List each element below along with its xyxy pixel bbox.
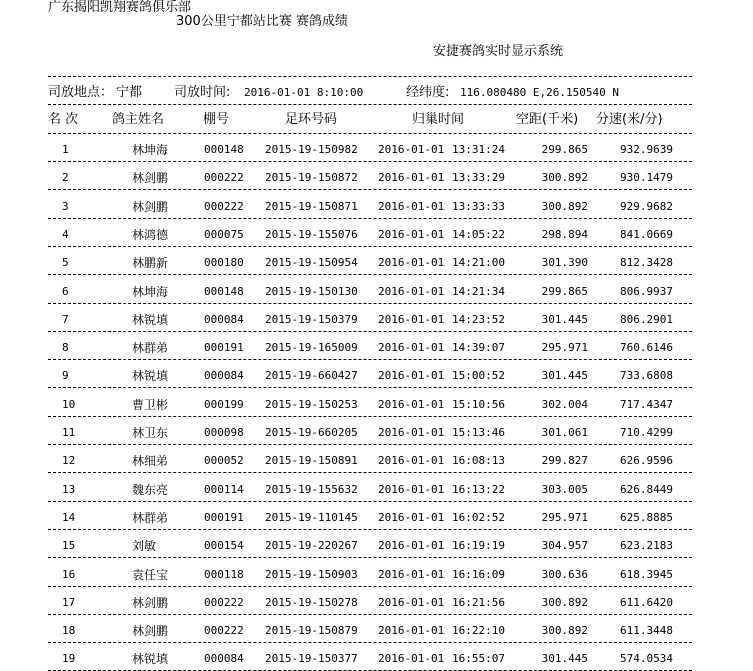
speed-cell: 710.4299 (620, 426, 673, 439)
row-divider (48, 331, 692, 332)
row-divider (48, 586, 692, 587)
column-header-arrival: 归巢时间 (412, 112, 465, 127)
rank-cell: 12 (62, 454, 76, 467)
time-cell: 14:05:22 (452, 228, 505, 241)
ring-cell: 2015-19-150871 (265, 200, 358, 213)
row-divider (48, 642, 692, 643)
race-title: 300公里宁都站比赛 赛鸽成绩 (176, 14, 348, 29)
loft-cell: 000084 (204, 313, 244, 326)
row-divider (48, 359, 692, 360)
date-cell: 2016-01-01 (378, 143, 445, 156)
time-cell: 16:13:22 (452, 483, 505, 496)
ring-cell: 2015-19-660205 (265, 426, 358, 439)
rank-cell: 1 (62, 143, 69, 156)
column-header-ring: 足环号码 (285, 112, 338, 127)
loft-cell: 000154 (204, 539, 244, 552)
row-divider (48, 274, 692, 275)
column-header-rank: 名 次 (48, 112, 79, 127)
time-cell: 13:33:29 (452, 171, 505, 184)
ring-cell: 2015-19-155076 (265, 228, 358, 241)
loft-cell: 000222 (204, 596, 244, 609)
loft-cell: 000118 (204, 568, 244, 581)
row-divider (48, 444, 692, 445)
rank-cell: 6 (62, 285, 69, 298)
ring-cell: 2015-19-660427 (265, 369, 358, 382)
column-header-loft: 棚号 (203, 112, 230, 127)
loft-cell: 000222 (204, 171, 244, 184)
row-divider (48, 189, 692, 190)
row-divider (48, 246, 692, 247)
owner-cell: 林锐填 (132, 652, 169, 666)
date-cell: 2016-01-01 (378, 511, 445, 524)
rank-cell: 2 (62, 171, 69, 184)
time-cell: 16:19:19 (452, 539, 505, 552)
distance-cell: 300.892 (541, 171, 588, 184)
time-cell: 15:13:46 (452, 426, 505, 439)
speed-cell: 574.0534 (620, 652, 673, 665)
owner-cell: 林卫东 (132, 426, 169, 440)
column-header-speed: 分速(米/分) (596, 112, 663, 127)
loft-cell: 000098 (204, 426, 244, 439)
ring-cell: 2015-19-150954 (265, 256, 358, 269)
owner-cell: 林坤海 (132, 143, 169, 157)
rank-cell: 4 (62, 228, 69, 241)
time-cell: 16:08:13 (452, 454, 505, 467)
owner-cell: 林坤海 (132, 285, 169, 299)
time-cell: 14:21:00 (452, 256, 505, 269)
ring-cell: 2015-19-150879 (265, 624, 358, 637)
coords-label: 经纬度: (406, 85, 450, 100)
date-cell: 2016-01-01 (378, 568, 445, 581)
club-name: 广东揭阳凯翔赛鸽俱乐部 (48, 0, 192, 15)
date-cell: 2016-01-01 (378, 313, 445, 326)
loft-cell: 000148 (204, 285, 244, 298)
distance-cell: 299.827 (541, 454, 588, 467)
owner-cell: 林锐填 (132, 369, 169, 383)
ring-cell: 2015-19-150379 (265, 313, 358, 326)
ring-cell: 2015-19-150903 (265, 568, 358, 581)
owner-cell: 林剑鹏 (132, 596, 169, 610)
rank-cell: 11 (62, 426, 76, 439)
ring-cell: 2015-19-150253 (265, 398, 358, 411)
rank-cell: 17 (62, 596, 76, 609)
date-cell: 2016-01-01 (378, 171, 445, 184)
owner-cell: 林剑鹏 (132, 200, 169, 214)
row-divider (48, 161, 692, 162)
owner-cell: 曹卫彬 (132, 398, 169, 412)
column-header-distance: 空距(千米) (516, 112, 579, 127)
date-cell: 2016-01-01 (378, 454, 445, 467)
time-cell: 14:21:34 (452, 285, 505, 298)
time-cell: 16:21:56 (452, 596, 505, 609)
ring-cell: 2015-19-150377 (265, 652, 358, 665)
distance-cell: 303.005 (541, 483, 588, 496)
time-cell: 15:10:56 (452, 398, 505, 411)
location-label: 司放地点： (48, 85, 114, 100)
time-cell: 14:23:52 (452, 313, 505, 326)
distance-cell: 295.971 (541, 341, 588, 354)
rank-cell: 3 (62, 200, 69, 213)
loft-cell: 000084 (204, 369, 244, 382)
distance-cell: 301.390 (541, 256, 588, 269)
ring-cell: 2015-19-150891 (265, 454, 358, 467)
loft-cell: 000075 (204, 228, 244, 241)
loft-cell: 000114 (204, 483, 244, 496)
release-time-label: 司放时间: (174, 85, 231, 100)
rank-cell: 13 (62, 483, 76, 496)
date-cell: 2016-01-01 (378, 398, 445, 411)
loft-cell: 000222 (204, 200, 244, 213)
distance-cell: 301.445 (541, 369, 588, 382)
speed-cell: 760.6146 (620, 341, 673, 354)
divider-info (48, 104, 692, 105)
row-divider (48, 416, 692, 417)
row-divider (48, 557, 692, 558)
speed-cell: 626.8449 (620, 483, 673, 496)
loft-cell: 000191 (204, 341, 244, 354)
owner-cell: 魏东亮 (132, 483, 169, 497)
distance-cell: 304.957 (541, 539, 588, 552)
rank-cell: 15 (62, 539, 76, 552)
rank-cell: 7 (62, 313, 69, 326)
ring-cell: 2015-19-150872 (265, 171, 358, 184)
speed-cell: 806.9937 (620, 285, 673, 298)
date-cell: 2016-01-01 (378, 596, 445, 609)
date-cell: 2016-01-01 (378, 256, 445, 269)
rank-cell: 18 (62, 624, 76, 637)
speed-cell: 623.2183 (620, 539, 673, 552)
rank-cell: 10 (62, 398, 76, 411)
owner-cell: 林剑鹏 (132, 171, 169, 185)
row-divider (48, 614, 692, 615)
row-divider (48, 303, 692, 304)
distance-cell: 300.636 (541, 568, 588, 581)
time-cell: 13:33:33 (452, 200, 505, 213)
time-cell: 16:16:09 (452, 568, 505, 581)
date-cell: 2016-01-01 (378, 228, 445, 241)
loft-cell: 000199 (204, 398, 244, 411)
speed-cell: 841.0669 (620, 228, 673, 241)
owner-cell: 林锐填 (132, 313, 169, 327)
row-divider (48, 387, 692, 388)
date-cell: 2016-01-01 (378, 426, 445, 439)
speed-cell: 733.6808 (620, 369, 673, 382)
time-cell: 15:00:52 (452, 369, 505, 382)
owner-cell: 林鸿德 (132, 228, 169, 242)
owner-cell: 林群弟 (132, 341, 169, 355)
divider-top (48, 76, 692, 77)
distance-cell: 300.892 (541, 596, 588, 609)
speed-cell: 930.1479 (620, 171, 673, 184)
date-cell: 2016-01-01 (378, 369, 445, 382)
time-cell: 14:39:07 (452, 341, 505, 354)
speed-cell: 618.3945 (620, 568, 673, 581)
date-cell: 2016-01-01 (378, 200, 445, 213)
distance-cell: 302.004 (541, 398, 588, 411)
ring-cell: 2015-19-165009 (265, 341, 358, 354)
ring-cell: 2015-19-155632 (265, 483, 358, 496)
loft-cell: 000180 (204, 256, 244, 269)
rank-cell: 16 (62, 568, 76, 581)
distance-cell: 301.445 (541, 313, 588, 326)
ring-cell: 2015-19-220267 (265, 539, 358, 552)
row-divider (48, 529, 692, 530)
owner-cell: 刘敏 (132, 539, 157, 553)
time-cell: 13:31:24 (452, 143, 505, 156)
distance-cell: 298.894 (541, 228, 588, 241)
time-cell: 16:55:07 (452, 652, 505, 665)
row-divider (48, 501, 692, 502)
loft-cell: 000084 (204, 652, 244, 665)
distance-cell: 299.865 (541, 285, 588, 298)
ring-cell: 2015-19-150130 (265, 285, 358, 298)
loft-cell: 000148 (204, 143, 244, 156)
owner-cell: 林细弟 (132, 454, 169, 468)
speed-cell: 626.9596 (620, 454, 673, 467)
rank-cell: 19 (62, 652, 76, 665)
distance-cell: 299.865 (541, 143, 588, 156)
rank-cell: 8 (62, 341, 69, 354)
owner-cell: 林鹏新 (132, 256, 169, 270)
rank-cell: 9 (62, 369, 69, 382)
speed-cell: 929.9682 (620, 200, 673, 213)
speed-cell: 611.3448 (620, 624, 673, 637)
date-cell: 2016-01-01 (378, 539, 445, 552)
date-cell: 2016-01-01 (378, 652, 445, 665)
speed-cell: 611.6420 (620, 596, 673, 609)
speed-cell: 625.8885 (620, 511, 673, 524)
ring-cell: 2015-19-150278 (265, 596, 358, 609)
row-divider (48, 218, 692, 219)
loft-cell: 000052 (204, 454, 244, 467)
row-divider (48, 472, 692, 473)
column-header-owner: 鸽主姓名 (112, 112, 165, 127)
race-info-row (48, 84, 692, 102)
date-cell: 2016-01-01 (378, 483, 445, 496)
system-name: 安捷赛鸽实时显示系统 (433, 44, 564, 59)
ring-cell: 2015-19-150982 (265, 143, 358, 156)
distance-cell: 295.971 (541, 511, 588, 524)
distance-cell: 300.892 (541, 200, 588, 213)
distance-cell: 300.892 (541, 624, 588, 637)
date-cell: 2016-01-01 (378, 341, 445, 354)
speed-cell: 812.3428 (620, 256, 673, 269)
owner-cell: 林群弟 (132, 511, 169, 525)
time-cell: 16:22:10 (452, 624, 505, 637)
owner-cell: 林剑鹏 (132, 624, 169, 638)
speed-cell: 932.9639 (620, 143, 673, 156)
ring-cell: 2015-19-110145 (265, 511, 358, 524)
speed-cell: 806.2901 (620, 313, 673, 326)
divider-header (48, 133, 692, 134)
date-cell: 2016-01-01 (378, 624, 445, 637)
loft-cell: 000191 (204, 511, 244, 524)
release-time-value: 2016-01-01 8:10:00 (244, 86, 364, 99)
distance-cell: 301.445 (541, 652, 588, 665)
speed-cell: 717.4347 (620, 398, 673, 411)
time-cell: 16:02:52 (452, 511, 505, 524)
distance-cell: 301.061 (541, 426, 588, 439)
date-cell: 2016-01-01 (378, 285, 445, 298)
location-value: 宁都 (116, 85, 143, 100)
coords-value: 116.080480 E,26.150540 N (460, 86, 619, 99)
rank-cell: 5 (62, 256, 69, 269)
owner-cell: 袁任宝 (132, 568, 169, 582)
rank-cell: 14 (62, 511, 76, 524)
loft-cell: 000222 (204, 624, 244, 637)
